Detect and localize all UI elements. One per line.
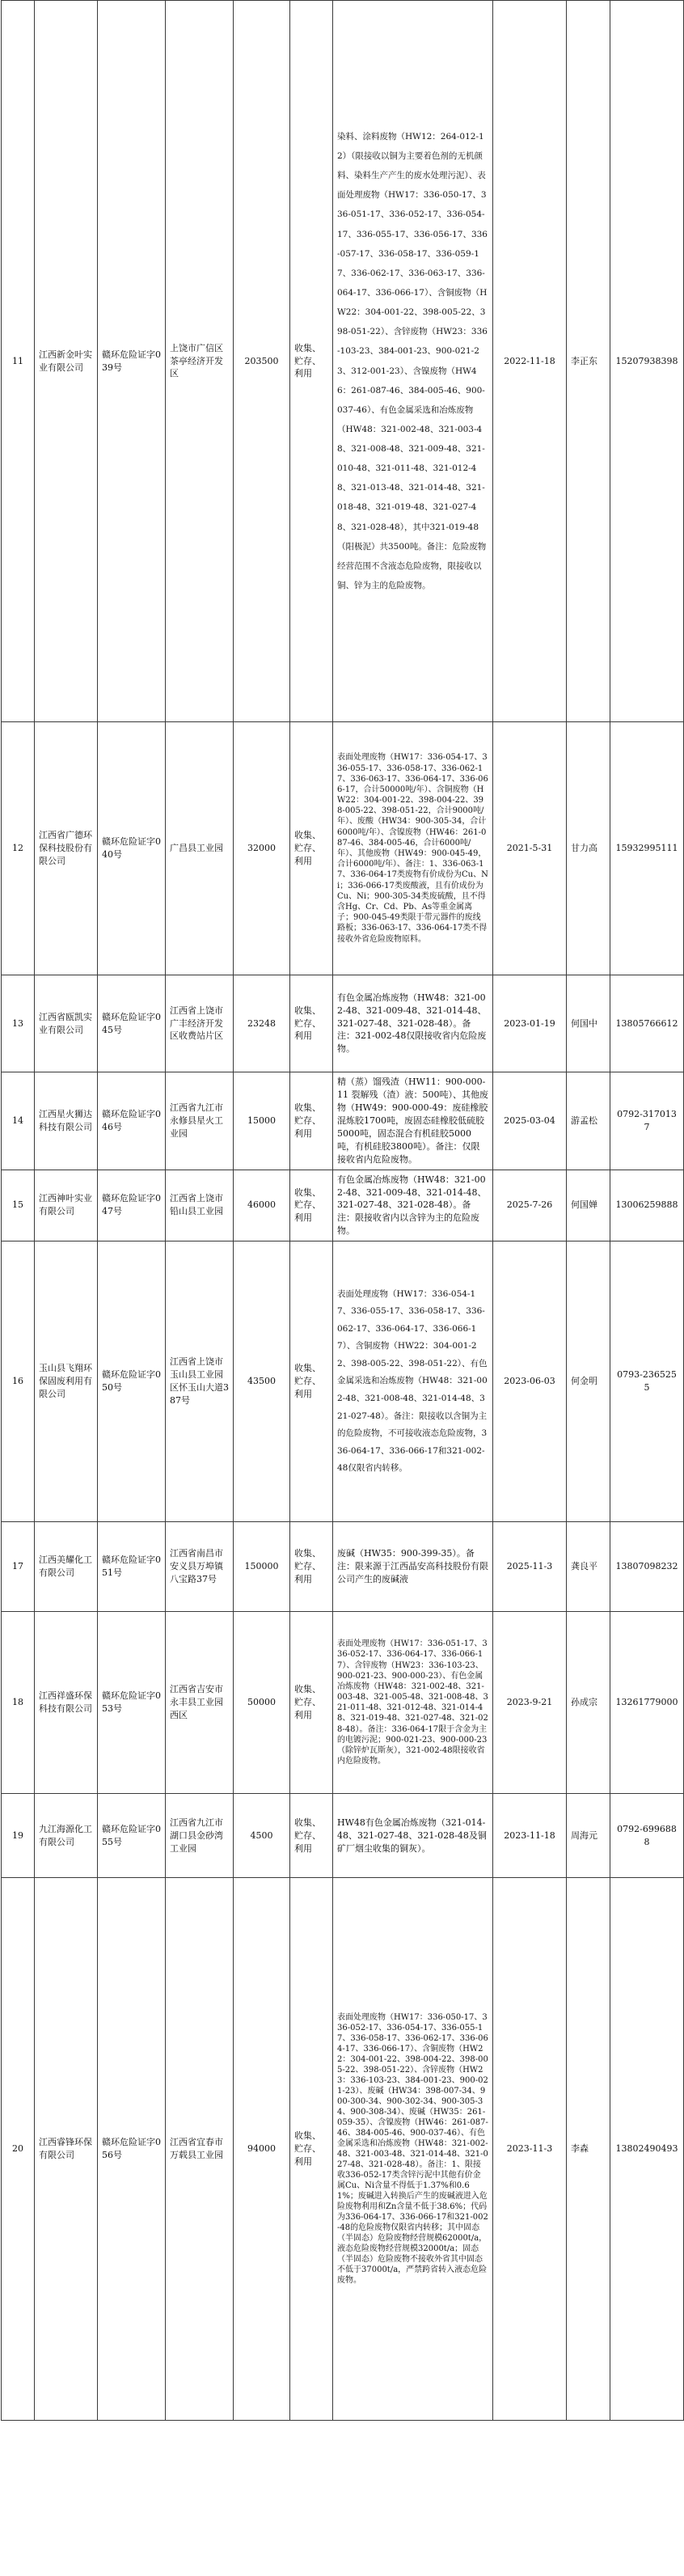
contact-phone: 13006259888: [610, 1170, 684, 1241]
table-row: [2, 1170, 684, 1241]
operation-ways: 收集、贮存、利用: [290, 1522, 333, 1612]
capacity-tons: 203500: [234, 1, 290, 722]
table-row: [2, 975, 684, 1072]
company-name: 江西神叶实业有限公司: [35, 1170, 98, 1241]
waste-categories: 表面处理废物（HW17：336-051-17、336-052-17、336-064-17、336-066-17）、含锌废物（HW23：336-103-23、900-021-23、900-000-23）、有色金属冶炼废物（HW48：321-002-48、321-003-48、321-005-48、321-008-48、321-011-48、321-012-48、321-014-48、321-019-48、321-027-48、321-028-48）。备注：336-064-17限于含金为主的电镀污泥；900-021-23、900-000-23（除锌炉瓦斯灰），321-002-48限接收省内危险废物。: [333, 1612, 493, 1794]
company-address: 上饶市广信区茶亭经济开发区: [166, 1, 234, 722]
company-address: 江西省九江市湖口县金砂湾工业园: [166, 1794, 234, 1878]
company-address: 江西省南昌市安义县万埠镇八宝路37号: [166, 1522, 234, 1612]
company-name: 江西睿锋环保有限公司: [35, 1878, 98, 2421]
contact-person: 龚良平: [567, 1522, 610, 1612]
company-address: 江西省吉安市永丰县工业园西区: [166, 1612, 234, 1794]
permit-table: [1, 0, 684, 2421]
contact-phone: 0793-2365255: [610, 1241, 684, 1522]
valid-date: 2025-7-26: [493, 1170, 567, 1241]
row-number: 16: [2, 1241, 35, 1522]
operation-ways: 收集、贮存、利用: [290, 1072, 333, 1170]
contact-person: 甘力高: [567, 722, 610, 975]
capacity-tons: 43500: [234, 1241, 290, 1522]
row-number: 20: [2, 1878, 35, 2421]
table-row: [2, 1241, 684, 1522]
capacity-tons: 32000: [234, 722, 290, 975]
permit-number: 赣环危险证字039号: [98, 1, 166, 722]
company-address: 江西省上饶市广丰经济开发区收费站片区: [166, 975, 234, 1072]
contact-person: 何国婵: [567, 1170, 610, 1241]
valid-date: 2021-5-31: [493, 722, 567, 975]
valid-date: 2023-9-21: [493, 1612, 567, 1794]
valid-date: 2023-06-03: [493, 1241, 567, 1522]
row-number: 15: [2, 1170, 35, 1241]
operation-ways: 收集、贮存、利用: [290, 975, 333, 1072]
contact-person: 何金明: [567, 1241, 610, 1522]
valid-date: 2023-11-18: [493, 1794, 567, 1878]
company-address: 江西省九江市永修县星火工业园: [166, 1072, 234, 1170]
valid-date: 2025-03-04: [493, 1072, 567, 1170]
capacity-tons: 46000: [234, 1170, 290, 1241]
contact-phone: 13805766612: [610, 975, 684, 1072]
operation-ways: 收集、贮存、利用: [290, 1241, 333, 1522]
table-row: [2, 1878, 684, 2421]
row-number: 18: [2, 1612, 35, 1794]
capacity-tons: 50000: [234, 1612, 290, 1794]
company-address: 江西省上饶市玉山县工业园区怀玉山大道387号: [166, 1241, 234, 1522]
waste-categories: 精（蒸）馏残渣（HW11：900-000-11 裂解残（渣）液：500吨）、其他废物（HW49：900-000-49：废硅橡胶混炼胶1700吨，废固态硅橡胶低硫胶5000吨，固态混合有机硅胶5000吨，有机硅胶3800吨）。备注：仅限接收省内危险废物。: [333, 1072, 493, 1170]
contact-phone: 15207938398: [610, 1, 684, 722]
operation-ways: 收集、贮存、利用: [290, 1794, 333, 1878]
company-name: 江西省广德环保科技股份有限公司: [35, 722, 98, 975]
valid-date: 2025-11-3: [493, 1522, 567, 1612]
valid-date: 2023-11-3: [493, 1878, 567, 2421]
operation-ways: 收集、贮存、利用: [290, 722, 333, 975]
permit-number: 赣环危险证字056号: [98, 1878, 166, 2421]
company-address: 江西省宜春市万载县工业园: [166, 1878, 234, 2421]
contact-person: 李正东: [567, 1, 610, 722]
contact-phone: 13261779000: [610, 1612, 684, 1794]
company-name: 江西省瓯凯实业有限公司: [35, 975, 98, 1072]
waste-categories: 表面处理废物（HW17：336-054-17、336-055-17、336-058-17、336-062-17、336-063-17、336-064-17、336-066-17，合计50000吨/年）、含铜废物（HW22：304-001-22、398-004-22、398-005-22、398-051-22，合计9000吨/年）、废酸（HW34：900-305-34，合计6000吨/年）、含镍废物（HW46：261-087-46、384-005-46，合计6000吨/年）、其他废物（HW49：900-045-49，合计6000吨/年）、备注：1、336-063-17、336-064-17类废物有价成份为Cu、Ni；336-066-17类废酸液，且有价成份为Cu、Ni；900-305-34类废硫酸，且不得含Hg、Cr、Cd、Pb、As等重金属离子；900-045-49类限于带元器件的废线路板；336-063-17、336-064-17类不得接收外省危险废物原料。: [333, 722, 493, 975]
permit-number: 赣环危险证字045号: [98, 975, 166, 1072]
permit-number: 赣环危险证字040号: [98, 722, 166, 975]
table-row: [2, 1072, 684, 1170]
contact-person: 周海元: [567, 1794, 610, 1878]
contact-person: 何国中: [567, 975, 610, 1072]
permit-number: 赣环危险证字055号: [98, 1794, 166, 1878]
company-name: 江西星火狮达科技有限公司: [35, 1072, 98, 1170]
waste-categories: 表面处理废物（HW17：336-050-17、336-052-17、336-054-17、336-055-17、336-058-17、336-062-17、336-064-17、336-066-17）、含铜废物（HW22：304-001-22、398-004-22、398-005-22、398-051-22）、含锌废物（HW23：336-103-23、384-001-23、900-021-23）、废碱（HW34：398-007-34、900-300-34、900-302-34、900-305-34、900-308-34）、废碱（HW35：261-059-35）、含镍废物（HW46：261-087-46、384-005-46、900-037-46）、有色金属采选和冶炼废物（HW48：321-002-48、321-003-48、321-014-48、321-027-48、321-028-48）。备注：1、限接收336-052-17类含锌污泥中其他有价金属Cu、Ni含量不得低于1.37%和0.61%；废碱进入转换后产生的废碱液进入危险废物利用和Zn含量不低于38.6%；代码为336-064-17、336-066-17和321-002-48的危险废物仅限省内转移；其中固态（半固态）危险废物经营规模62000t/a，液态危险废物经营规模32000t/a；固态（半固态）危险废物不接收外省其中固态不低于37000t/a，严禁跨省转入液态危险废物。: [333, 1878, 493, 2421]
waste-categories: 有色金属冶炼废物（HW48：321-002-48、321-009-48、321-014-48、321-027-48、321-028-48）。备注：321-002-48仅限接收省内危险废物。: [333, 975, 493, 1072]
table-row: [2, 1, 684, 722]
operation-ways: 收集、贮存、利用: [290, 1878, 333, 2421]
valid-date: 2023-01-19: [493, 975, 567, 1072]
company-name: 江西祥盛环保科技有限公司: [35, 1612, 98, 1794]
contact-person: 孙成宗: [567, 1612, 610, 1794]
contact-person: 游孟松: [567, 1072, 610, 1170]
waste-categories: HW48有色金属冶炼废物（321-014-48、321-027-48、321-028-48及铜矿厂烟尘收集的铜灰）。: [333, 1794, 493, 1878]
company-name: 玉山县飞翔环保固废利用有限公司: [35, 1241, 98, 1522]
operation-ways: 收集、贮存、利用: [290, 1170, 333, 1241]
operation-ways: 收集、贮存、利用: [290, 1612, 333, 1794]
company-address: 广昌县工业园: [166, 722, 234, 975]
row-number: 13: [2, 975, 35, 1072]
contact-person: 李森: [567, 1878, 610, 2421]
contact-phone: 13807098232: [610, 1522, 684, 1612]
company-name: 江西美耀化工有限公司: [35, 1522, 98, 1612]
valid-date: 2022-11-18: [493, 1, 567, 722]
waste-categories: 有色金属冶炼废物（HW48：321-002-48、321-009-48、321-014-48、321-027-48、321-028-48）。备注：限接收省内以含锌为主的危险废物。: [333, 1170, 493, 1241]
waste-categories: 表面处理废物（HW17：336-054-17、336-055-17、336-058-17、336-062-17、336-064-17、336-066-17）、含铜废物（HW22：304-001-22、398-005-22、398-051-22）、有色金属采选和冶炼废物（HW48：321-002-48、321-008-48、321-014-48、321-027-48）。备注：限接收以含铜为主的危险废物，不可接收液态危险废物，336-064-17、336-066-17和321-002-48仅限省内转移。: [333, 1241, 493, 1522]
company-name: 江西新金叶实业有限公司: [35, 1, 98, 722]
operation-ways: 收集、贮存、利用: [290, 1, 333, 722]
waste-categories: 废碱（HW35：900-399-35）。备注：限来源于江西晶安高科技股份有限公司产生的废碱液: [333, 1522, 493, 1612]
capacity-tons: 4500: [234, 1794, 290, 1878]
permit-number: 赣环危险证字053号: [98, 1612, 166, 1794]
company-name: 九江海源化工有限公司: [35, 1794, 98, 1878]
permit-number: 赣环危险证字050号: [98, 1241, 166, 1522]
capacity-tons: 15000: [234, 1072, 290, 1170]
table-row: [2, 722, 684, 975]
table-row: [2, 1612, 684, 1794]
contact-phone: 0792-6996888: [610, 1794, 684, 1878]
waste-categories: 染料、涂料废物（HW12：264-012-12）（限接收以铜为主要着色剂的无机颜料、染料生产产生的废水处理污泥）、表面处理废物（HW17：336-050-17、336-051-17、336-052-17、336-054-17、336-055-17、336-056-17、336-057-17、336-058-17、336-059-17、336-062-17、336-063-17、336-064-17、336-066-17）、含铜废物（HW22：304-001-22、398-005-22、398-051-22）、含锌废物（HW23：336-103-23、384-001-23、900-021-23、312-001-23）、含镍废物（HW46：261-087-46、384-005-46、900-037-46）、有色金属采选和冶炼废物（HW48：321-002-48、321-003-48、321-008-48、321-009-48、321-010-48、321-011-48、321-012-48、321-013-48、321-014-48、321-018-48、321-019-48、321-027-48、321-028-48），其中321-019-48（阳极泥）共3500吨。备注：危险废物经营范围不含液态危险废物，限接收以铜、锌为主的危险废物。: [333, 1, 493, 722]
row-number: 17: [2, 1522, 35, 1612]
table-row: [2, 1794, 684, 1878]
permit-number: 赣环危险证字051号: [98, 1522, 166, 1612]
row-number: 12: [2, 722, 35, 975]
row-number: 19: [2, 1794, 35, 1878]
capacity-tons: 23248: [234, 975, 290, 1072]
contact-phone: 13802490493: [610, 1878, 684, 2421]
contact-phone: 15932995111: [610, 722, 684, 975]
table-row: [2, 1522, 684, 1612]
permit-number: 赣环危险证字047号: [98, 1170, 166, 1241]
company-address: 江西省上饶市铅山县工业园: [166, 1170, 234, 1241]
permit-number: 赣环危险证字046号: [98, 1072, 166, 1170]
row-number: 14: [2, 1072, 35, 1170]
capacity-tons: 150000: [234, 1522, 290, 1612]
capacity-tons: 94000: [234, 1878, 290, 2421]
row-number: 11: [2, 1, 35, 722]
contact-phone: 0792-3170137: [610, 1072, 684, 1170]
